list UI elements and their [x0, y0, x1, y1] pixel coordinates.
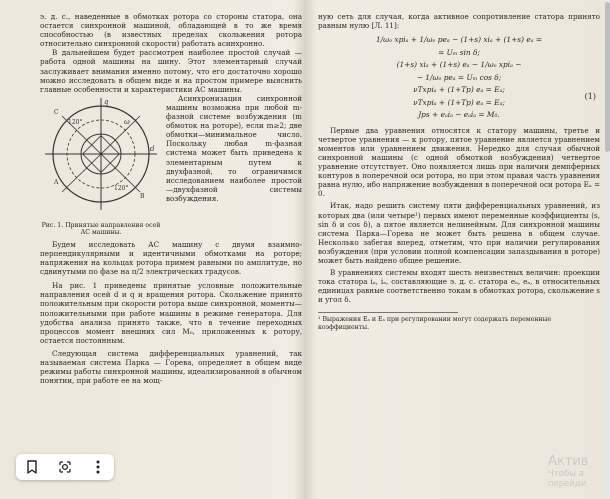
equation-line-1: 1/ωₒ xpiₐ + 1/ωₒ peₐ − (1+s) xiₐ + (1+s) eₐ =	[375, 35, 543, 45]
watermark-line-1: Актив	[548, 454, 589, 469]
lens-button[interactable]	[54, 456, 76, 478]
equation-number: (1)	[584, 92, 596, 102]
left-paragraph-5: Следующая система дифференциальных уравнений, так называемая система Парка — Горева, определяет в общем виде режимы работы синхронной машины, идеализированной в обычном понятии, при работе ее на мощ-	[40, 348, 302, 386]
equation-line-6: νTxpiₐ + (1+Tp) eₐ = Eₐ;	[413, 97, 505, 107]
scrollbar-thumb[interactable]	[605, 2, 610, 152]
lens-icon	[57, 459, 73, 475]
label-120-b: 120°	[114, 184, 129, 192]
left-page	[40, 12, 302, 491]
footnote: ¹ Выражения Eₐ и Eₐ при регулировании могут содержать переменные коэффициенты.	[318, 316, 552, 332]
label-omega: ω	[124, 117, 130, 126]
right-paragraph-3: В уравнениях системы входят шесть неизвестных величин: проекции тока статора iₐ, iₐ, составляющие э. д. с. статора eₐ, eₐ, в относительных единицах равные соответственно токам в обмотках ротора, скольжение s и угол δ.	[318, 268, 600, 305]
figure-caption: Рис. 1. Принятые направления осей АС машины.	[41, 221, 161, 237]
equation-line-7: Jps + eₐiₐ − eₐiₐ = M₀.	[418, 110, 500, 120]
watermark-line-2: Чтобы а	[548, 469, 584, 479]
floating-toolbar	[16, 454, 114, 480]
bookmark-button[interactable]	[21, 456, 43, 478]
watermark-line-3: перейди	[548, 479, 587, 489]
label-q: q	[104, 97, 109, 106]
equation-line-5: νTxpiₐ + (1+Tp) eₐ = Eₐ;	[413, 85, 505, 95]
bookmark-icon	[26, 460, 38, 474]
activation-watermark	[548, 454, 608, 489]
right-paragraph-1: Первые два уравнения относятся к статору машины, третье и четвертое уравнения — к ротору, пятое уравнение является уравнением моментов или уравнением движения. Нередко для случая обычной синхронной машины (с одной обмоткой возбуждения) четвертое уравнение отсутствует. Оно появляется лишь при наличии демпферных контуров в поперечной оси ротора, но при этом правая часть уравнения равна нулю, ибо напряжение возбуждения в поперечной оси ротора Eₐ = 0.	[318, 125, 600, 199]
left-paragraph-2: Асинхронизация синхронной машины возможна при любой m-фазной системе возбуждения (m обмоток на роторе), если m≥2; две обмотки—минимальное число. Поскольку любая m-фазная система может быть приведена к элементарным путем к двухфазной, то ограничимся исследованием наиболее простой—двухфазной системы возбуждения.	[166, 93, 302, 203]
right-page	[318, 12, 600, 491]
equation-line-3: (1+s) xiₐ + (1+s) eₐ − 1/ωₒ xpiₐ −	[396, 60, 522, 70]
label-120-a: 120°	[68, 118, 83, 126]
right-paragraph-2: Итак, надо решить систему пяти дифференциальных уравнений, из которых два (или четыре¹) первых имеют переменные коэффициенты (s, sin δ и cos δ), а пятое является нелинейным. Для синхронной машины система Парка—Горева не может быть решена в общем случае. Несколько забегая вперед, отметим, что при наличии регулирования возбуждения (при условии полной компенсации запаздывания в роторе) может быть найдено общее решение.	[318, 201, 600, 265]
label-d: d	[150, 144, 155, 153]
figure-1	[40, 94, 162, 237]
label-b: B	[140, 192, 145, 200]
equation-system	[318, 34, 600, 122]
rotor-axes-diagram	[40, 94, 162, 216]
label-a: A	[54, 178, 59, 186]
equation-line-4: − 1/ωₒ peₐ = Uₘ cos δ;	[416, 72, 502, 82]
scrollbar-track[interactable]	[605, 0, 610, 499]
figure-block	[40, 94, 302, 240]
left-paragraph-4: На рис. 1 приведены принятые условные положительные направления осей d и q и вращения ротора. Скольжение принято положительным при скорости ротора выше синхронной, моменты—положительными при работе машины в режиме генератора. Для удобства анализа принято также, что в течение переходных процессов момент внешних сил M₀, приложенных к ротору, остается постоянным.	[40, 281, 302, 345]
left-paragraph-0: э. д. с., наведенные в обмотках ротора со стороны статора, она остается синхронной машиной, обладающей в то же время способностью (в известных пределах скольжения ротора относительно синхронной скорости) работать асинхронно.	[40, 12, 302, 49]
left-paragraph-3: Будем исследовать АС машину с двумя взаимно-перпендикулярными и идентичными обмотками на роторе; напряжения на кольцах ротора примем равными по амплитуде, но сдвинутыми по фазе на π/2 электрических градусов.	[40, 239, 302, 277]
equation-line-2: = Uₘ sin δ;	[438, 47, 480, 57]
right-paragraph-0: ную сеть для случая, когда активное сопротивление статора принято равным нулю [Л. 11]:	[318, 12, 600, 31]
more-icon	[96, 460, 100, 474]
more-options-button[interactable]	[87, 456, 109, 478]
label-c: C	[54, 108, 59, 116]
left-paragraph-1: В дальнейшем будет рассмотрен наиболее простой случай — работа одной машины на шину. Этот элементарный случай заслуживает внимания именно потому, что его достаточно хорошо можно исследовать в общем виде и на простом примере выяснить главные особенности и характеристики АС машины.	[40, 48, 302, 94]
